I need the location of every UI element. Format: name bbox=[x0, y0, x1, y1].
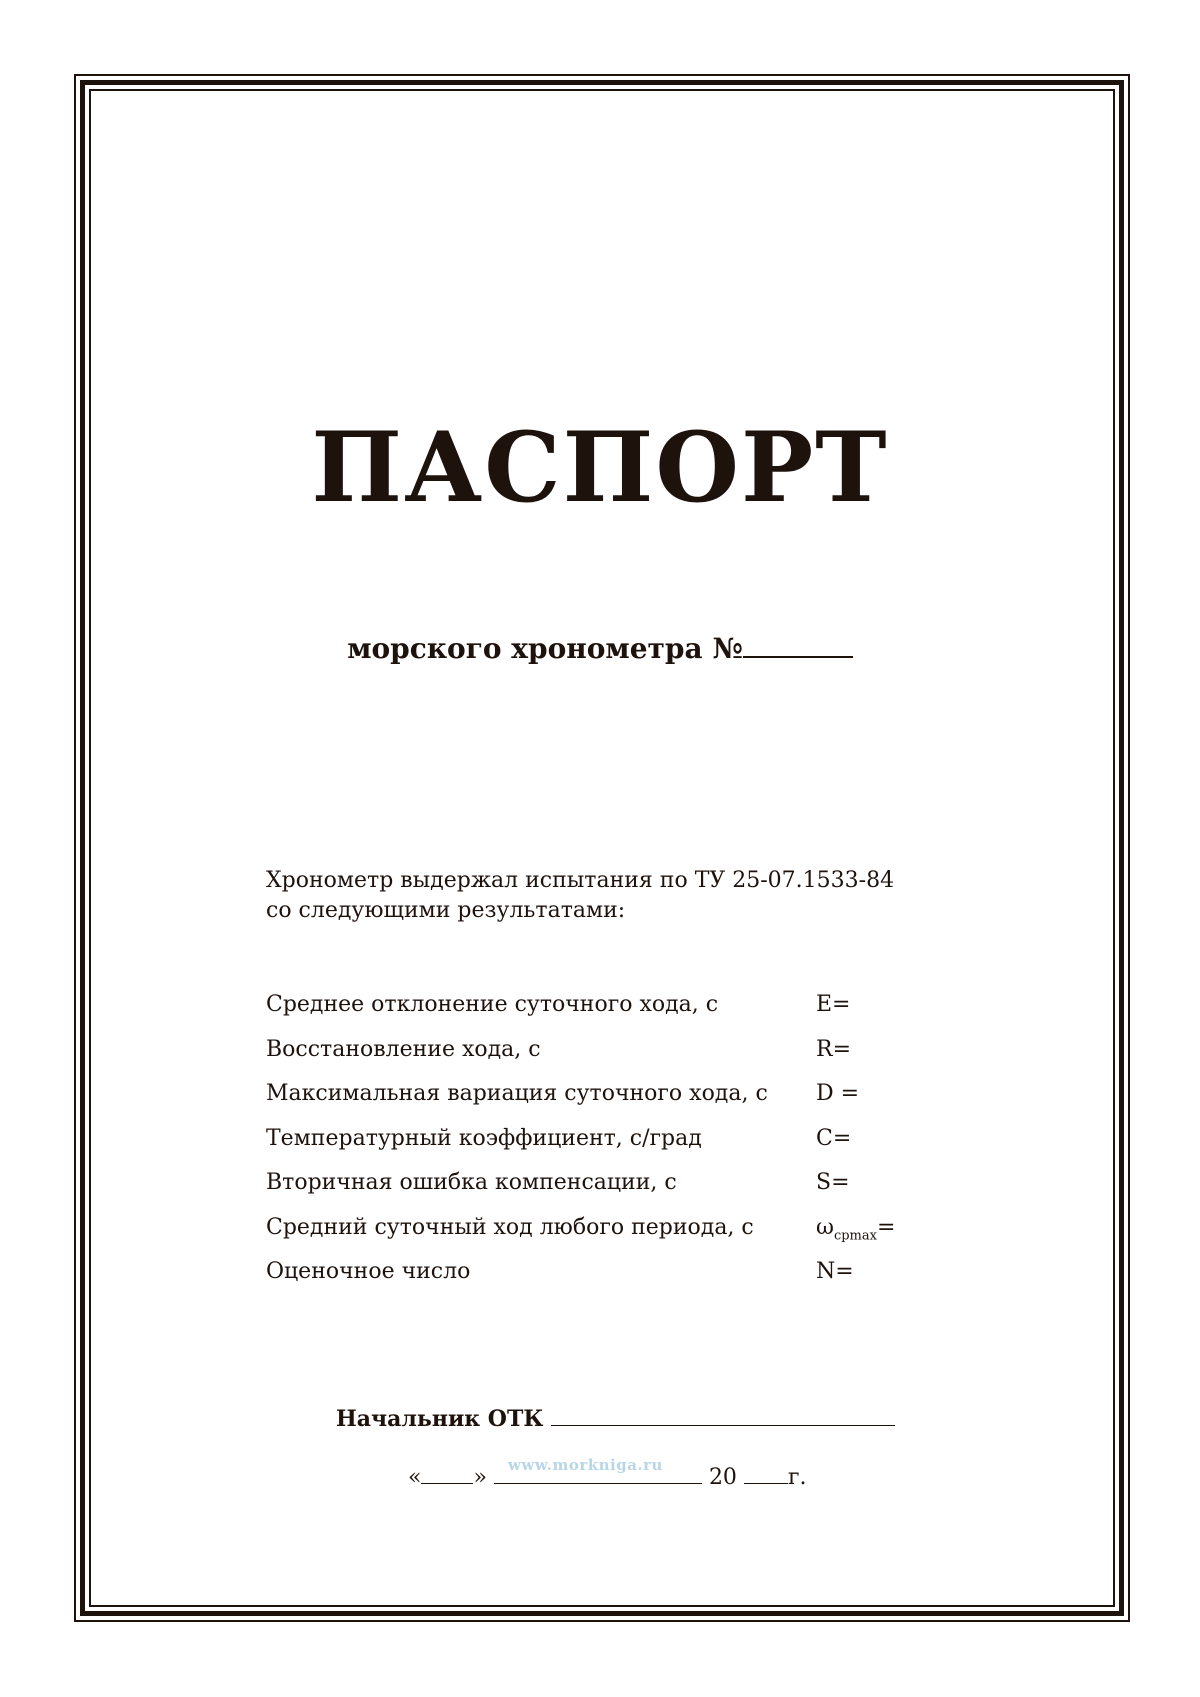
result-label: Оценочное число bbox=[266, 1259, 471, 1284]
results-list bbox=[266, 990, 926, 1302]
result-symbol: D = bbox=[816, 1081, 860, 1106]
signature-label: Начальник ОТК bbox=[336, 1406, 544, 1432]
result-symbol: S= bbox=[816, 1170, 850, 1195]
intro-line-2: со следующими результатами: bbox=[266, 898, 626, 923]
result-symbol bbox=[816, 1213, 895, 1251]
date-year-prefix: 20 bbox=[708, 1465, 737, 1490]
result-label: Восстановление хода, с bbox=[266, 1036, 541, 1062]
result-label: Вторичная ошибка компенсации, с bbox=[266, 1170, 677, 1195]
result-symbol: N= bbox=[816, 1259, 854, 1284]
document-subtitle bbox=[0, 630, 1200, 666]
result-symbol-suffix: = bbox=[876, 1214, 896, 1240]
signature-line bbox=[336, 1403, 895, 1434]
result-symbol-main: ω bbox=[816, 1214, 834, 1240]
result-row bbox=[266, 1213, 926, 1258]
result-label: Максимальная вариация суточного хода, с bbox=[266, 1081, 768, 1106]
date-close-quote: » bbox=[473, 1465, 487, 1490]
result-row bbox=[266, 1079, 926, 1124]
date-open-quote: « bbox=[408, 1465, 422, 1490]
result-symbol: C= bbox=[816, 1125, 852, 1151]
document-title: ПАСПОРТ bbox=[311, 411, 889, 524]
chronometer-number-blank bbox=[743, 630, 853, 658]
intro-line-1: Хронометр выдержал испытания по ТУ 25-07.1533-84 bbox=[266, 868, 895, 893]
subtitle-text: морского хронометра № bbox=[347, 632, 743, 665]
result-row bbox=[266, 990, 926, 1035]
result-row bbox=[266, 1035, 926, 1080]
result-label: Средний суточный ход любого периода, с bbox=[266, 1214, 754, 1240]
result-row bbox=[266, 1257, 926, 1302]
result-label: Температурный коэффициент, с/град bbox=[266, 1125, 702, 1151]
result-row bbox=[266, 1168, 926, 1213]
result-symbol: R= bbox=[816, 1036, 851, 1062]
date-year-blank bbox=[744, 1463, 788, 1484]
intro-text bbox=[266, 866, 894, 926]
page-border-inner bbox=[89, 89, 1115, 1607]
result-symbol-subscript: срmax bbox=[833, 1227, 877, 1243]
date-day-blank bbox=[421, 1463, 473, 1484]
date-year-suffix: г. bbox=[787, 1465, 807, 1490]
result-row bbox=[266, 1124, 926, 1169]
signature-blank bbox=[551, 1403, 895, 1426]
watermark-text: www.morkniga.ru bbox=[508, 1456, 663, 1474]
result-label: Среднее отклонение суточного хода, с bbox=[266, 992, 719, 1017]
result-symbol: E= bbox=[816, 992, 851, 1017]
